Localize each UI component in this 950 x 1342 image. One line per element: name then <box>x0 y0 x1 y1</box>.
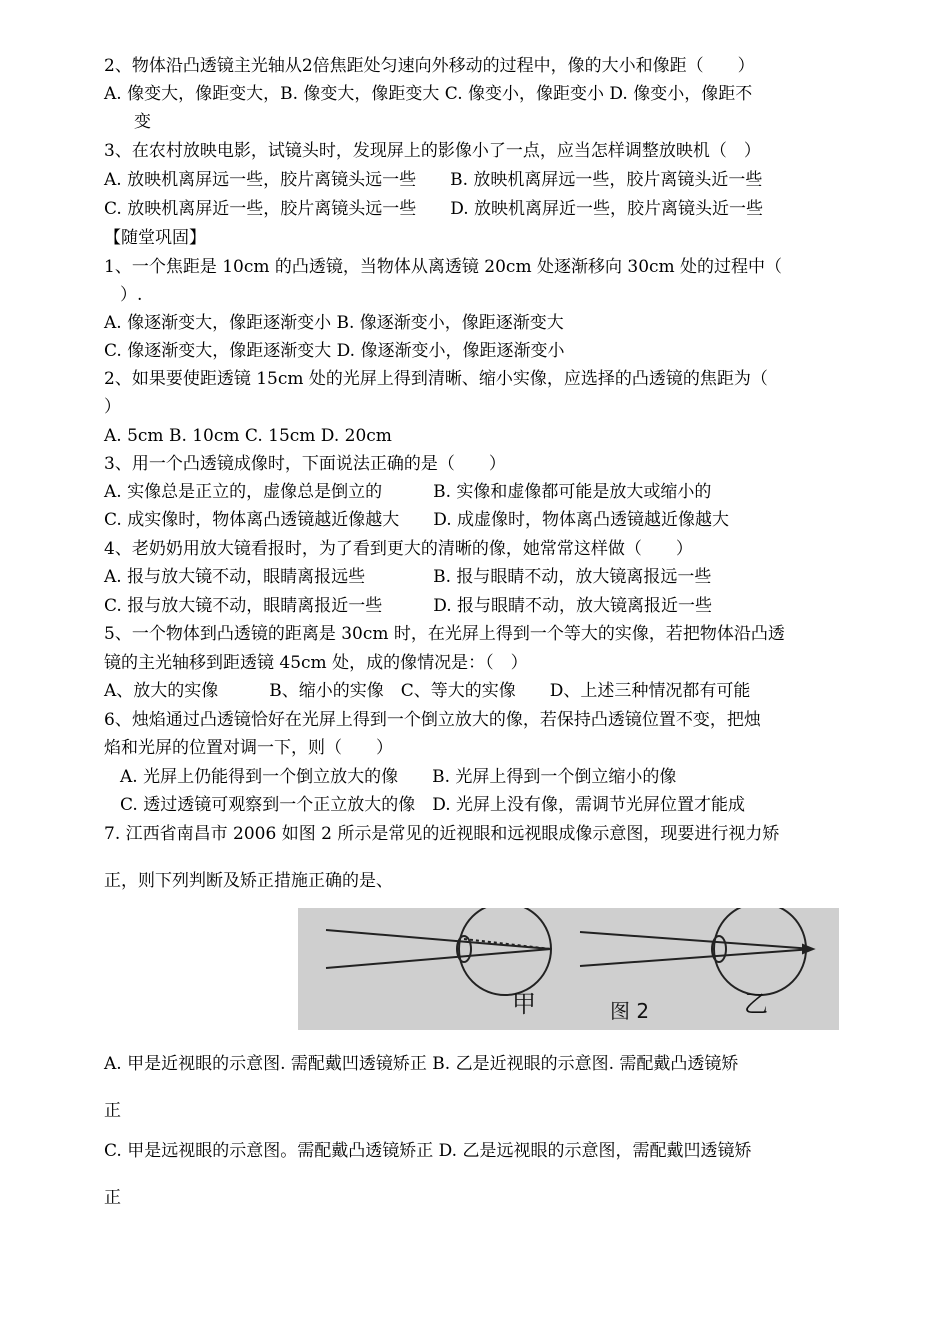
ray-right-top <box>580 932 813 949</box>
c7-stem-cont: 正，则下列判断及矫正措施正确的是、 <box>104 871 393 891</box>
ray-right-bottom <box>580 949 813 966</box>
c4-options-ab: A. 报与放大镜不动，眼睛离报远些 B. 报与眼睛不动，放大镜离报远一些 <box>104 567 712 587</box>
eyeball-left <box>459 908 551 995</box>
q3-options-cd: C. 放映机离屏近一些，胶片离镜头远一些 D. 放映机离屏近一些，胶片离镜头近一些 <box>104 199 764 219</box>
c1-stem: 1、一个焦距是 10cm 的凸透镜，当物体从离透镜 20cm 处逐渐移向 30cm 处的过程中（ <box>104 257 783 277</box>
eye-right <box>580 908 813 995</box>
section-heading: 【随堂巩固】 <box>104 228 206 248</box>
figure-label-jia: 甲 <box>512 990 536 1018</box>
c6-options-cd: C. 透过透镜可观察到一个正立放大的像 D. 光屏上没有像，需调节光屏位置才能成 <box>120 795 746 815</box>
ray-left-bottom <box>326 949 551 968</box>
c5-stem-cont: 镜的主光轴移到距透镜 45cm 处，成的像情况是：（ ） <box>104 653 528 673</box>
eye-left <box>326 908 551 995</box>
figure-label-yi: 乙 <box>744 990 768 1018</box>
q2-options: A. 像变大，像距变大，B. 像变大，像距变大 C. 像变小，像距变小 D. 像变小，像距不 <box>104 84 753 104</box>
c3-stem: 3、用一个凸透镜成像时，下面说法正确的是（ ） <box>104 454 506 474</box>
c7-options-cd-cont: 正 <box>104 1188 121 1208</box>
c5-stem: 5、一个物体到凸透镜的距离是 30cm 时，在光屏上得到一个等大的实像，若把物体沿凸透 <box>104 624 785 644</box>
c2-stem: 2、如果要使距透镜 15cm 处的光屏上得到清晰、缩小实像，应选择的凸透镜的焦距为（ <box>104 369 768 389</box>
c7-stem: 7. 江西省南昌市 2006 如图 2 所示是常见的近视眼和远视眼成像示意图，现要进行视力矫 <box>104 824 780 844</box>
c1-options-ab: A. 像逐渐变大，像距逐渐变小 B. 像逐渐变小，像距逐渐变大 <box>104 313 564 333</box>
c6-stem: 6、烛焰通过凸透镜恰好在光屏上得到一个倒立放大的像，若保持凸透镜位置不变，把烛 <box>104 710 761 730</box>
c1-options-cd: C. 像逐渐变大，像距逐渐变大 D. 像逐渐变小，像距逐渐变小 <box>104 341 565 361</box>
dashed-ray-left <box>464 939 551 949</box>
q2-options-cont: 变 <box>134 112 151 132</box>
figure-caption: 图 2 <box>610 999 650 1023</box>
q3-options-ab: A. 放映机离屏远一些，胶片离镜头远一些 B. 放映机离屏远一些，胶片离镜头近一些 <box>104 170 763 190</box>
c5-options: A、放大的实像 B、缩小的实像 C、等大的实像 D、上述三种情况都有可能 <box>104 681 751 701</box>
c4-stem: 4、老奶奶用放大镜看报时，为了看到更大的清晰的像，她常常这样做（ ） <box>104 539 693 559</box>
c7-options-ab: A. 甲是近视眼的示意图. 需配戴凹透镜矫正 B. 乙是近视眼的示意图. 需配戴凸透镜矫 <box>104 1054 739 1074</box>
c1-stem-cont: ）. <box>120 285 143 305</box>
c2-stem-cont: ） <box>104 397 121 417</box>
ray-left-top <box>326 930 551 949</box>
eye-diagram-figure <box>298 908 839 1030</box>
eye-diagram-svg <box>298 908 839 1030</box>
q3-stem: 3、在农村放映电影，试镜头时，发现屏上的影像小了一点，应当怎样调整放映机（ ） <box>104 141 761 161</box>
arrow-right <box>803 945 813 953</box>
c2-options: A. 5cm B. 10cm C. 15cm D. 20cm <box>104 426 392 446</box>
q2-stem: 2、物体沿凸透镜主光轴从2倍焦距处匀速向外移动的过程中，像的大小和像距（ ） <box>104 56 755 76</box>
c3-options-cd: C. 成实像时，物体离凸透镜越近像越大 D. 成虚像时，物体离凸透镜越近像越大 <box>104 510 730 530</box>
c4-options-cd: C. 报与放大镜不动，眼睛离报近一些 D. 报与眼睛不动，放大镜离报近一些 <box>104 596 713 616</box>
c7-options-ab-cont: 正 <box>104 1101 121 1121</box>
c7-options-cd: C. 甲是远视眼的示意图。需配戴凸透镜矫正 D. 乙是远视眼的示意图，需配戴凹透镜矫 <box>104 1141 752 1161</box>
c6-options-ab: A. 光屏上仍能得到一个倒立放大的像 B. 光屏上得到一个倒立缩小的像 <box>120 767 677 787</box>
c6-stem-cont: 焰和光屏的位置对调一下，则（ ） <box>104 738 393 758</box>
c3-options-ab: A. 实像总是正立的，虚像总是倒立的 B. 实像和虚像都可能是放大或缩小的 <box>104 482 712 502</box>
